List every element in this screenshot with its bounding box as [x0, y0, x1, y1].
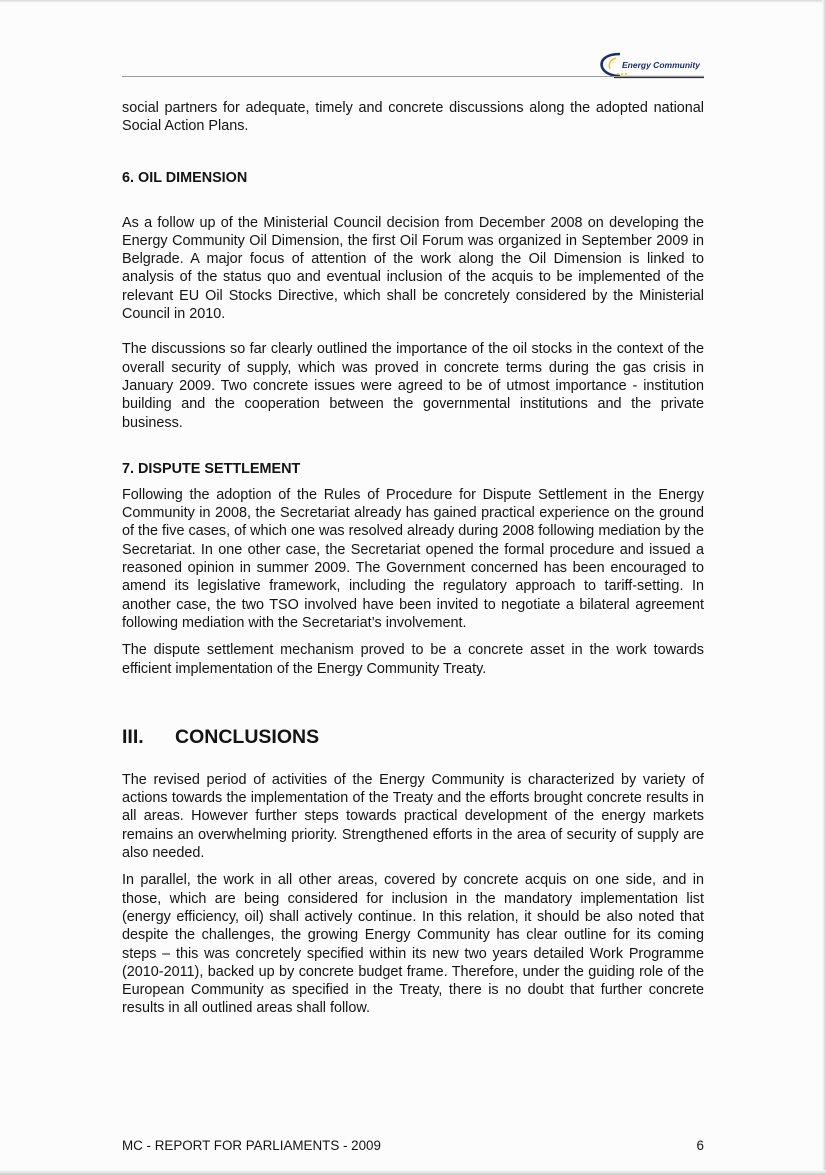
scan-edge-right [822, 0, 826, 1175]
section-7-paragraph-1: Following the adoption of the Rules of Procedure for Dispute Settlement in the Energy Community in 2008, the Secretariat already has gained practical experience on the ground of the five cases, of which one was resolved already during 2008 following mediation by the Secretariat. In one other case, the Secretariat opened the formal procedure and issued a reasoned opinion in summer 2009. The Government concerned has been encouraged to amend its legislative framework, including the regulatory approach to tariff-setting. In another case, the two TSO involved have been invited to negotiate a bilateral agreement following mediation with the Secretariat’s involvement. [122, 486, 704, 631]
conclusions-number: III. [122, 725, 144, 748]
section-6-heading: 6. OIL DIMENSION [122, 169, 248, 186]
footer-title: MC - REPORT FOR PARLIAMENTS - 2009 [122, 1138, 381, 1153]
conclusions-paragraph-2: In parallel, the work in all other areas, covered by concrete acquis on one side, and in those, which are being considered for inclusion in the mandatory implementation list (energy efficiency, oil) shall actively continue. In this relation, it should be also noted that despite the challenges, the growing Energy Community has clear outline for its coming steps – this was concretely specified within its new two years detailed Work Programme (2010-2011), backed up by concrete budget frame. Therefore, under the guiding role of the European Community as specified in the Treaty, there is no doubt that further concrete results in all outlined areas shall follow. [122, 872, 704, 1017]
header-rule [122, 76, 704, 77]
section-6-paragraph-1: As a follow up of the Ministerial Council decision from December 2008 on developing the Energy Community Oil Dimension, the first Oil Forum was organized in September 2009 in Belgrade. A major focus of attention of the work along the Oil Dimension is linked to analysis of the status quo and eventual inclusion of the acquis to be implemented of the relevant EU Oil Stocks Directive, which shall be concretely considered by the Ministerial Council in 2010. [122, 214, 704, 323]
scan-edge-top [0, 0, 826, 3]
scan-edge-bottom [0, 1170, 826, 1175]
conclusions-heading [122, 725, 704, 749]
section-7-heading: 7. DISPUTE SETTLEMENT [122, 460, 301, 477]
section-7-paragraph-2: The dispute settlement mechanism proved to be a concrete asset in the work towards efficient implementation of the Energy Community Treaty. [122, 642, 704, 677]
intro-paragraph: social partners for adequate, timely and concrete discussions along the adopted national Social Action Plans. [122, 100, 704, 135]
page-number: 6 [696, 1138, 704, 1153]
section-6-paragraph-2: The discussions so far clearly outlined the importance of the oil stocks in the context of the overall security of supply, which was proved in concrete terms during the gas crisis in January 2009. Two concrete issues were agreed to be of utmost importance - institution building and the cooperation between the governmental institutions and the private business. [122, 341, 704, 431]
page-content [122, 99, 704, 1018]
conclusions-paragraph-1: The revised period of activities of the Energy Community is characterized by variety of actions towards the implementation of the Treaty and the efforts brought concrete results in all areas. However further steps towards practical development of the energy markets remains an overwhelming priority. Strengthened efforts in the area of security of supply are also needed. [122, 771, 704, 862]
logo-text: Energy Community [622, 60, 700, 70]
conclusions-title: CONCLUSIONS [175, 725, 320, 748]
